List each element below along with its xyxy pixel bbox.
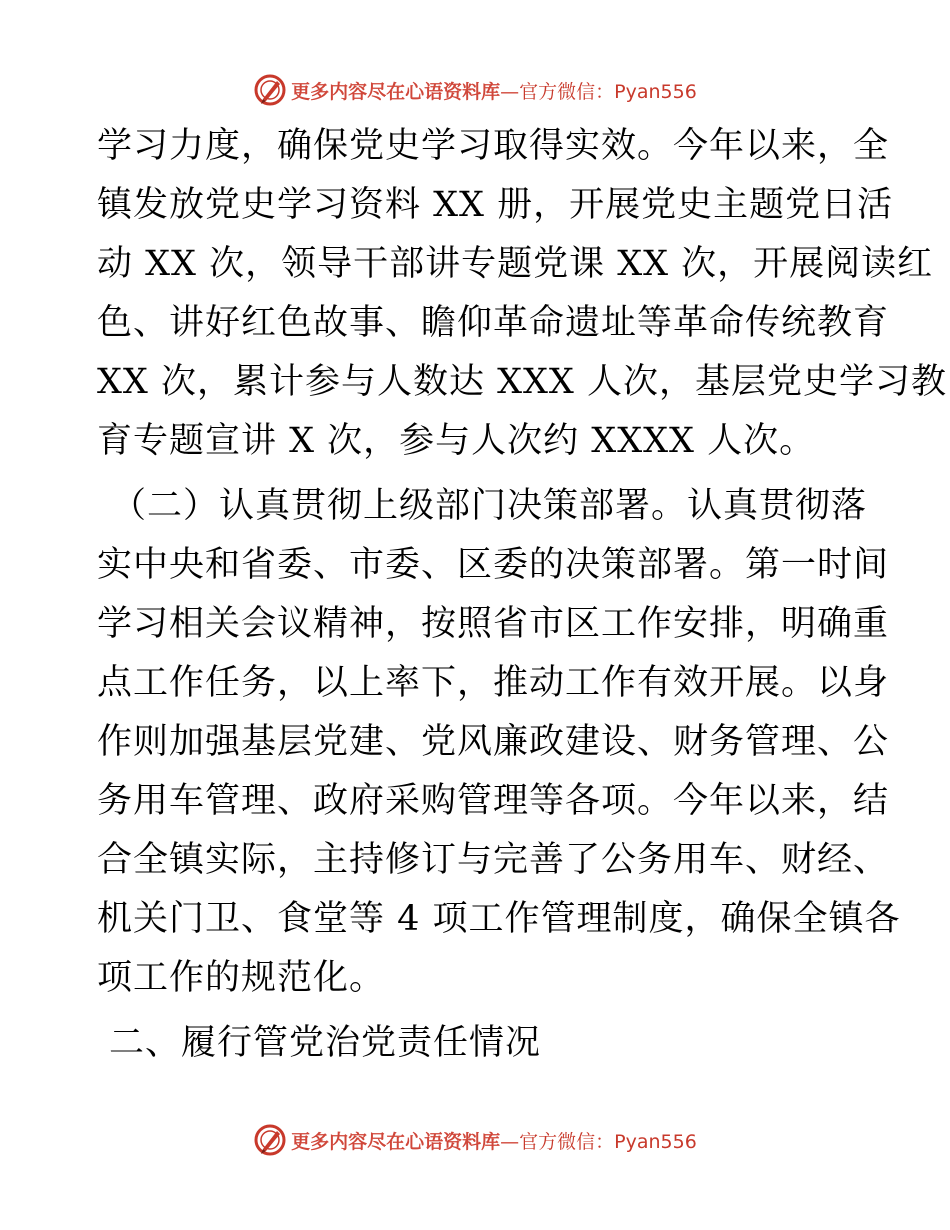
watermark-separator: — — [500, 80, 520, 103]
section-heading-2: （二）认真贯彻上级部门决策部署。认真贯彻落 — [111, 486, 868, 526]
text-line: 色、讲好红色故事、瞻仰革命遗址等革命传统教育 — [97, 303, 890, 343]
text-line: 学习相关会议精神，按照省市区工作安排，明确重 — [97, 604, 890, 644]
watermark-text: 更多内容尽在心语资料库 — [291, 80, 501, 103]
text-line: 作则加强基层党建、党风廉政建设、财务管理、公 — [97, 722, 890, 762]
text-line: XX 次，累计参与人数达 XXX 人次，基层党史学习教 — [97, 362, 947, 402]
text-line: 育专题宣讲 X 次，参与人次约 XXXX 人次。 — [97, 421, 816, 461]
watermark-banner-bottom — [0, 1120, 950, 1160]
pen-logo-icon — [253, 73, 287, 107]
document-body — [97, 117, 947, 1073]
text-line: 动 XX 次，领导干部讲专题党课 XX 次，开展阅读红 — [97, 244, 934, 284]
text-line: 项工作的规范化。 — [97, 958, 386, 998]
watermark-wechat: 官方微信：Pyan556 — [519, 80, 697, 103]
text-line: 学习力度，确保党史学习取得实效。今年以来，全 — [97, 126, 890, 166]
text-line: 机关门卫、食堂等 4 项工作管理制度，确保全镇各 — [97, 899, 901, 939]
pen-logo-icon — [253, 1123, 287, 1157]
text-line: 合全镇实际，主持修订与完善了公务用车、财经、 — [97, 840, 890, 880]
watermark-separator: — — [500, 1130, 520, 1153]
text-line: 务用车管理、政府采购管理等各项。今年以来，结 — [97, 781, 890, 821]
watermark-banner-top — [0, 70, 950, 110]
watermark-wechat: 官方微信：Pyan556 — [519, 1130, 697, 1153]
watermark-text: 更多内容尽在心语资料库 — [291, 1130, 501, 1153]
section-heading: 二、履行管党治党责任情况 — [109, 1023, 542, 1063]
text-line: 实中央和省委、市委、区委的决策部署。第一时间 — [97, 545, 890, 585]
text-line: 点工作任务，以上率下，推动工作有效开展。以身 — [97, 663, 890, 703]
text-line: 镇发放党史学习资料 XX 册，开展党史主题党日活 — [97, 185, 894, 225]
